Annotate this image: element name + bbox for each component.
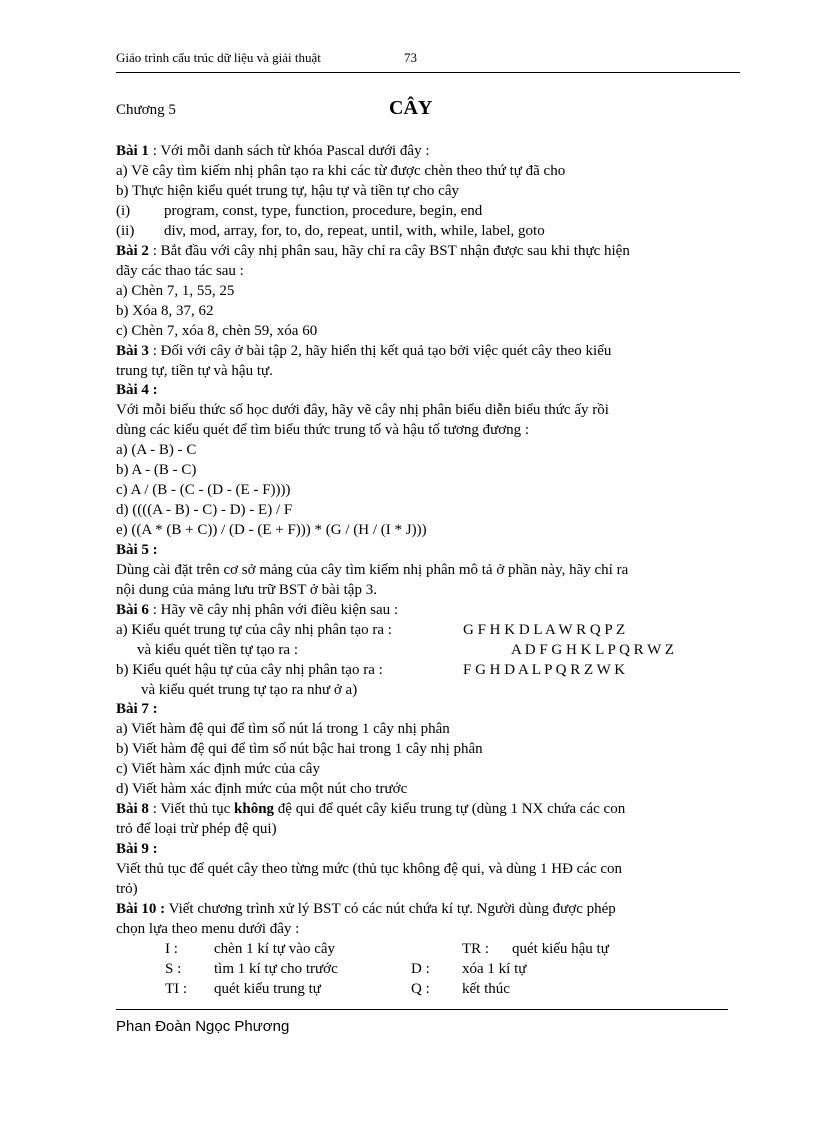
menu-key: Q : <box>411 981 430 997</box>
exercise-6-b1-sequence: F G H D A L P Q R Z W K <box>463 662 626 678</box>
exercise-7-c: c) Viết hàm xác định mức của cây <box>116 761 320 777</box>
exercise-4-c: c) A / (B - (C - (D - (E - F)))) <box>116 482 291 498</box>
exercise-6-a1-sequence: G F H K D L A W R Q P Z <box>463 622 626 638</box>
exercise-5-text: Dùng cài đặt trên cơ sở mảng của cây tìm kiếm nhị phân mô tả ở phần này, hãy chỉ ra <box>116 562 629 578</box>
item-text: div, mod, array, for, to, do, repeat, until, with, while, label, goto <box>164 223 545 239</box>
exercise-8-cont: trỏ để loại trừ phép đệ qui) <box>116 821 277 837</box>
exercise-4-b: b) A - (B - C) <box>116 462 197 478</box>
exercise-1-ii <box>116 221 545 241</box>
menu-desc: tìm 1 kí tự cho trước <box>214 961 338 977</box>
chapter-label: Chương 5 <box>116 102 176 118</box>
exercise-5-label: Bài 5 : <box>116 542 158 558</box>
exercise-10 <box>116 899 616 919</box>
exercise-text: : Hãy vẽ cây nhị phân với điều kiện sau : <box>148 602 399 618</box>
exercise-2 <box>116 241 630 261</box>
footer-author: Phan Đoàn Ngọc Phương <box>116 1018 290 1035</box>
exercise-text: Viết chương trình xử lý BST có các nút chứa kí tự. Người dùng được phép <box>165 901 616 917</box>
exercise-9-cont: trỏ) <box>116 881 138 897</box>
exercise-4-cont: dùng các kiểu quét để tìm biểu thức trung tố và hậu tố tương đương : <box>116 422 530 438</box>
exercise-emphasis: không <box>234 801 275 817</box>
exercise-6-a1: a) Kiểu quét trung tự của cây nhị phân tạo ra : <box>116 622 392 638</box>
menu-desc: quét kiểu hậu tự <box>512 941 609 957</box>
exercise-label: Bài 6 <box>116 602 149 618</box>
exercise-4-d: d) ((((A - B) - C) - D) - E) / F <box>116 502 293 518</box>
exercise-9-label: Bài 9 : <box>116 841 158 857</box>
menu-desc: chèn 1 kí tự vào cây <box>214 941 336 957</box>
item-label: (i) <box>116 203 131 219</box>
exercise-1-a: a) Vẽ cây tìm kiếm nhị phân tạo ra khi các từ được chèn theo thứ tự đã cho <box>116 163 566 179</box>
exercise-text: : Với mỗi danh sách từ khóa Pascal dưới đây : <box>148 143 430 159</box>
exercise-label: Bài 8 <box>116 801 149 817</box>
exercise-3 <box>116 341 611 361</box>
exercise-7-b: b) Viết hàm đệ qui để tìm số nút bậc hai trong 1 cây nhị phân <box>116 741 483 757</box>
item-label: (ii) <box>116 223 135 239</box>
exercise-6-b1: b) Kiểu quét hậu tự của cây nhị phân tạo ra : <box>116 662 383 678</box>
footer-divider <box>116 1009 728 1010</box>
exercise-label: Bài 1 <box>116 143 149 159</box>
exercise-text: : Viết thủ tục <box>148 801 235 817</box>
menu-key: TR : <box>462 941 490 957</box>
header-divider <box>116 72 740 73</box>
header-course-title: Giáo trình cấu trúc dữ liệu và giải thuật <box>116 50 321 65</box>
exercise-2-cont: dãy các thao tác sau : <box>116 263 244 279</box>
exercise-label: Bài 10 : <box>116 901 166 917</box>
exercise-6-b2: và kiểu quét trung tự tạo ra như ở a) <box>141 682 358 698</box>
exercise-3-cont: trung tự, tiền tự và hậu tự. <box>116 363 273 379</box>
exercise-10-cont: chọn lựa theo menu dưới đây : <box>116 921 300 937</box>
exercise-2-b: b) Xóa 8, 37, 62 <box>116 303 214 319</box>
menu-desc: xóa 1 kí tự <box>462 961 527 977</box>
exercise-6 <box>116 600 398 620</box>
exercise-9-text: Viết thủ tục để quét cây theo từng mức (thủ tục không đệ qui, và dùng 1 HĐ các con <box>116 861 623 877</box>
exercise-label: Bài 3 <box>116 343 149 359</box>
exercise-1-b: b) Thực hiện kiểu quét trung tự, hậu tự và tiền tự cho cây <box>116 183 459 199</box>
exercise-1-i <box>116 201 483 221</box>
exercise-1 <box>116 141 430 161</box>
exercise-5-cont: nội dung của mảng lưu trữ BST ở bài tập 3. <box>116 582 377 598</box>
exercise-4-text: Với mỗi biểu thức số học dưới đây, hãy vẽ cây nhị phân biểu diễn biểu thức ấy rồi <box>116 402 609 418</box>
exercise-7-a: a) Viết hàm đệ qui để tìm số nút lá trong 1 cây nhị phân <box>116 721 450 737</box>
exercise-4-a: a) (A - B) - C <box>116 442 197 458</box>
menu-key: S : <box>165 961 182 977</box>
exercise-6-a2-sequence: A D F G H K L P Q R W Z <box>511 642 674 658</box>
exercise-7-d: d) Viết hàm xác định mức của một nút cho trước <box>116 781 408 797</box>
exercise-2-a: a) Chèn 7, 1, 55, 25 <box>116 283 235 299</box>
chapter-title: CÂY <box>389 97 433 119</box>
exercise-4-label: Bài 4 : <box>116 382 158 398</box>
exercise-8 <box>116 799 625 819</box>
exercise-text-rest: đệ qui để quét cây kiểu trung tự (dùng 1 NX chứa các con <box>274 801 626 817</box>
exercise-2-c: c) Chèn 7, xóa 8, chèn 59, xóa 60 <box>116 323 318 339</box>
menu-desc: kết thúc <box>462 981 510 997</box>
menu-key: D : <box>411 961 430 977</box>
exercise-text: : Bắt đầu với cây nhị phân sau, hãy chỉ ra cây BST nhận được sau khi thực hiện <box>148 243 630 259</box>
exercise-7-label: Bài 7 : <box>116 701 158 717</box>
menu-desc: quét kiểu trung tự <box>214 981 321 997</box>
exercise-4-e: e) ((A * (B + C)) / (D - (E + F))) * (G / (H / (I * J))) <box>116 522 427 538</box>
exercise-text: : Đối với cây ở bài tập 2, hãy hiển thị kết quả tạo bởi việc quét cây theo kiểu <box>148 343 612 359</box>
menu-key: I : <box>165 941 178 957</box>
exercise-6-a2: và kiểu quét tiền tự tạo ra : <box>137 642 298 658</box>
item-text: program, const, type, function, procedure, begin, end <box>164 203 483 219</box>
menu-key: TI : <box>165 981 188 997</box>
header-page-number: 73 <box>404 50 417 65</box>
exercise-label: Bài 2 <box>116 243 149 259</box>
